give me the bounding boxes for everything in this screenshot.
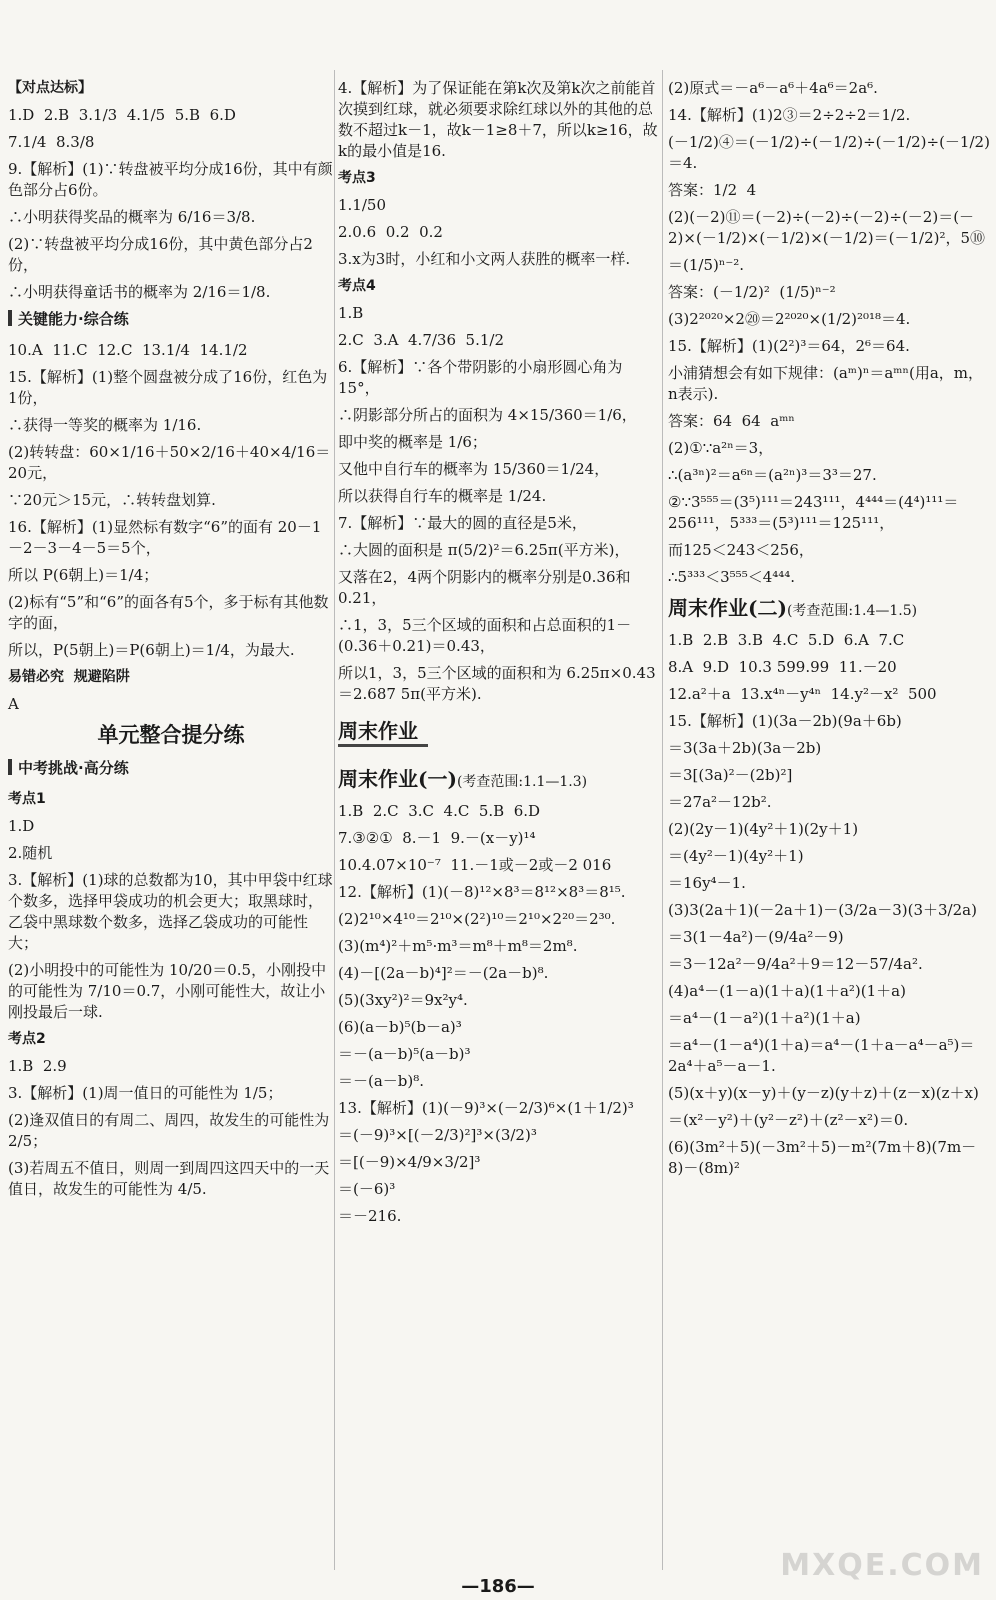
answer-line: (2)转转盘：60×1/16＋50×2/16＋40×4/16＝20元， [8,443,331,482]
answer-line: 答案：1/2 4 [668,181,757,199]
answer-line: ＝(－6)³ [338,1180,396,1198]
homework-banner: 周末作业 [338,721,428,747]
section-bar-icon [8,759,12,775]
answer-line: 2.C 3.A 4.7/36 5.1/2 [338,331,504,349]
answer-line: 1.D 2.B 3.1/3 4.1/5 5.B 6.D [8,106,236,124]
section-heading [8,309,334,330]
homework-scope: (考查范围:1.4—1.5) [786,603,918,619]
unit-heading: 单元整合提分练 [97,723,245,747]
answer-line: ＝[(－9)×4/9×3/2]³ [338,1153,481,1171]
answer-line: 7.1/4 8.3/8 [8,133,95,151]
answer-line: (2)2¹⁰×4¹⁰＝2¹⁰×(2²)¹⁰＝2¹⁰×2²⁰＝2³⁰. [338,910,616,928]
answer-line: (2)①∵a²ⁿ＝3， [668,439,774,457]
answer-line: ＝27a²－12b². [668,793,772,811]
answer-line: 7.【解析】∵最大的圆的直径是5米， [338,514,587,532]
answer-line: ＝(4y²－1)(4y²＋1) [668,847,804,865]
answer-line: ∴5³³³＜3⁵⁵⁵＜4⁴⁴⁴. [668,568,796,586]
answer-line: 8.A 9.D 10.3 599.99 11.－20 [668,658,897,676]
answer-line: 15.【解析】(1)(2²)³＝64，2⁶＝64. [668,337,910,355]
answer-line: 小浦猜想会有如下规律：(aᵐ)ⁿ＝aᵐⁿ(用a，m，n表示). [668,364,983,403]
section-heading-text: 中考挑战·高分练 [18,759,129,777]
answer-line: (2)∵转盘被平均分成16份，其中黄色部分占2份， [8,235,313,274]
homework-title-text: 周末作业(一) [338,767,457,791]
label-line: 考点1 [8,791,46,807]
answer-line: 所以获得自行车的概率是 1/24. [338,487,547,505]
answer-line: 6.【解析】∵各个带阴影的小扇形圆心角为15°， [338,358,623,397]
answer-line: ＝(1/5)ⁿ⁻². [668,256,745,274]
answer-line: 14.【解析】(1)2③＝2÷2÷2＝1/2. [668,106,911,124]
answer-line: (3)3(2a＋1)(－2a＋1)－(3/2a－3)(3＋3/2a) [668,901,977,919]
answer-line: (3)(m⁴)²＋m⁵·m³＝m⁸＋m⁸＝2m⁸. [338,937,578,955]
answer-line: 3.x为3时，小红和小文两人获胜的概率一样. [338,250,631,268]
answer-line: 12.a²＋a 13.x⁴ⁿ－y⁴ⁿ 14.y²－x² 500 [668,685,937,703]
answer-line: ＝a⁴－(1－a²)(1＋a²)(1＋a) [668,1009,861,1027]
label-line: 【对点达标】 [8,80,92,96]
label-line: 考点2 [8,1031,46,1047]
answer-line: ∵20元＞15元，∴转转盘划算. [8,491,216,509]
answer-line: ∴1，3，5三个区域的面积和占总面积的1－(0.36＋0.21)＝0.43， [338,616,632,655]
answer-line: 10.4.07×10⁻⁷ 11.－1或－2或－2 016 [338,856,612,874]
answer-line: 又他中自行车的概率为 15/360＝1/24， [338,460,610,478]
answer-line: ＝－216. [338,1207,402,1225]
answer-line: 所以1，3，5三个区域的面积和为 6.25π×0.43＝2.687 5π(平方米). [338,664,656,703]
answer-line: 所以 P(6朝上)＝1/4； [8,566,159,584]
answer-line: (4)－[(2a－b)⁴]²＝－(2a－b)⁸. [338,964,549,982]
answer-line: (4)a⁴－(1－a)(1＋a)(1＋a²)(1＋a) [668,982,906,1000]
section-heading-text: 关键能力·综合练 [18,310,129,328]
homework-scope: (考查范围:1.1—1.3) [456,774,588,790]
column-divider-2 [662,70,663,1570]
answer-line: 13.【解析】(1)(－9)³×(－2/3)⁶×(1＋1/2)³ [338,1099,634,1117]
answer-line: (3)若周五不值日，则周一到周四这四天中的一天值日，故发生的可能性为 4/5. [8,1159,330,1198]
label-line: 考点3 [338,170,376,186]
answer-line: 答案：(－1/2)² (1/5)ⁿ⁻² [668,283,836,301]
section-bar-icon [8,310,12,326]
answer-line: ∴阴影部分所占的面积为 4×15/360＝1/6， [338,406,637,424]
answer-line: ∴获得一等奖的概率为 1/16. [8,416,202,434]
answer-line: ＝－(a－b)⁵(a－b)³ [338,1045,471,1063]
answer-line: ＝3(1－4a²)－(9/4a²－9) [668,928,844,946]
answer-line: (5)(x＋y)(x－y)＋(y－z)(y＋z)＋(z－x)(z＋x) [668,1084,979,1102]
answer-line: ＝16y⁴－1. [668,874,746,892]
column-divider-1 [334,70,335,1570]
answer-line: (2)(2y－1)(4y²＋1)(2y＋1) [668,820,859,838]
answer-line: 1.B 2.9 [8,1057,67,1075]
answer-line: ②∵3⁵⁵⁵＝(3⁵)¹¹¹＝243¹¹¹，4⁴⁴⁴＝(4⁴)¹¹¹＝256¹¹¹，5³³³＝(5³)¹¹¹＝125¹¹¹， [668,493,959,532]
answer-line: 3.【解析】(1)球的总数都为10，其中甲袋中红球个数多，选择甲袋成功的机会更大；取黑球时，乙袋中黑球数个数多，选择乙袋成功的可能性大； [8,871,333,952]
homework-title [668,598,990,622]
answer-line: (2)原式＝－a⁶－a⁶＋4a⁶＝2a⁶. [668,79,878,97]
answer-line: (2)(－2)⑪＝(－2)÷(－2)÷(－2)÷(－2)＝(－2)×(－1/2)×(－1/2)×(－1/2)＝(－1/2)²，5⑩ [668,208,986,247]
answer-line: 1.B 2.C 3.C 4.C 5.B 6.D [338,802,541,820]
answer-line: (3)2²⁰²⁰×2⑳＝2²⁰²⁰×(1/2)²⁰¹⁸＝4. [668,310,911,328]
answer-line: 7.③②① 8.－1 9.－(x－y)¹⁴ [338,829,536,847]
answer-line: 1.D [8,817,35,835]
answer-line: ∴大圆的面积是 π(5/2)²＝6.25π(平方米)， [338,541,630,559]
answer-line: (6)(3m²＋5)(－3m²＋5)－m²(7m＋8)(7m－8)－(8m)² [668,1138,977,1177]
answer-line: 答案：64 64 aᵐⁿ [668,412,795,430]
answer-line: 而125＜243＜256， [668,541,814,559]
answer-line: 3.【解析】(1)周一值日的可能性为 1/5； [8,1084,283,1102]
answer-line: 4.【解析】为了保证能在第k次及第k次之前能首次摸到红球，就必须要求除红球以外的其他的总数不超过k－1，故k－1≥8＋7，所以k≥16，故k的最小值是16. [338,79,658,160]
answer-line: (6)(a－b)⁵(b－a)³ [338,1018,462,1036]
section-heading [8,758,334,779]
answer-line: ＝3[(3a)²－(2b)²] [668,766,793,784]
answer-line: A [8,695,19,713]
answer-line: 2.随机 [8,844,53,862]
answer-line: 15.【解析】(1)(3a－2b)(9a＋6b) [668,712,902,730]
answer-line: ＝a⁴－(1－a⁴)(1＋a)＝a⁴－(1＋a－a⁴－a⁵)＝2a⁴＋a⁵－a－1. [668,1036,975,1075]
answer-line: ＝－(a－b)⁸. [338,1072,425,1090]
answer-column-3 [668,78,990,1185]
answer-line: 15.【解析】(1)整个圆盘被分成了16份，红色为1份， [8,368,328,407]
answer-line: 12.【解析】(1)(－8)¹²×8³＝8¹²×8³＝8¹⁵. [338,883,626,901]
answer-line: 16.【解析】(1)显然标有数字“6”的面有 20－1－2－3－4－5＝5个， [8,518,322,557]
answer-line: ∴小明获得奖品的概率为 6/16＝3/8. [8,208,256,226]
page-number: —186— [461,1576,535,1597]
homework-title-text: 周末作业(二) [668,596,787,620]
answer-line: 又落在2，4两个阴影内的概率分别是0.36和0.21， [338,568,631,607]
answer-line: 1.B 2.B 3.B 4.C 5.D 6.A 7.C [668,631,905,649]
answer-column-2 [338,78,658,1233]
answer-line: ＝3(3a＋2b)(3a－2b) [668,739,822,757]
homework-title [338,769,658,793]
label-line: 考点4 [338,278,376,294]
answer-line: ∴(a³ⁿ)²＝a⁶ⁿ＝(a²ⁿ)³＝3³＝27. [668,466,877,484]
answer-line: 1.1/50 [338,196,386,214]
answer-line: (－1/2)④＝(－1/2)÷(－1/2)÷(－1/2)÷(－1/2)＝4. [668,133,990,172]
answer-line: 所以，P(5朝上)＝P(6朝上)＝1/4，为最大. [8,641,295,659]
answer-line: (2)逢双值日的有周二、周四，故发生的可能性为 2/5； [8,1111,335,1150]
answer-line: ＝(－9)³×[(－2/3)²]³×(3/2)³ [338,1126,537,1144]
answer-line: 1.B [338,304,364,322]
answer-line: ＝(x²－y²)＋(y²－z²)＋(z²－x²)＝0. [668,1111,909,1129]
answer-line: 即中奖的概率是 1/6； [338,433,487,451]
answer-column-1 [8,78,334,1206]
answer-line: ＝3－12a²－9/4a²＋9＝12－57/4a². [668,955,923,973]
answer-line: (2)标有“5”和“6”的面各有5个，多于标有其他数字的面， [8,593,329,632]
answer-line: 9.【解析】(1)∵转盘被平均分成16份，其中有颜色部分占6份。 [8,160,333,199]
answer-line: ∴小明获得童话书的概率为 2/16＝1/8. [8,283,271,301]
watermark-logo: MXQE.COM [780,1548,984,1583]
label-line: 易错必究 规避陷阱 [8,669,130,685]
answer-line: (5)(3xy²)²＝9x²y⁴. [338,991,468,1009]
answer-line: 2.0.6 0.2 0.2 [338,223,443,241]
answer-line: (2)小明投中的可能性为 10/20＝0.5，小刚投中的可能性为 7/10＝0.7，小刚可能性大，故让小刚投最后一球. [8,961,327,1021]
answer-line: 10.A 11.C 12.C 13.1/4 14.1/2 [8,341,248,359]
